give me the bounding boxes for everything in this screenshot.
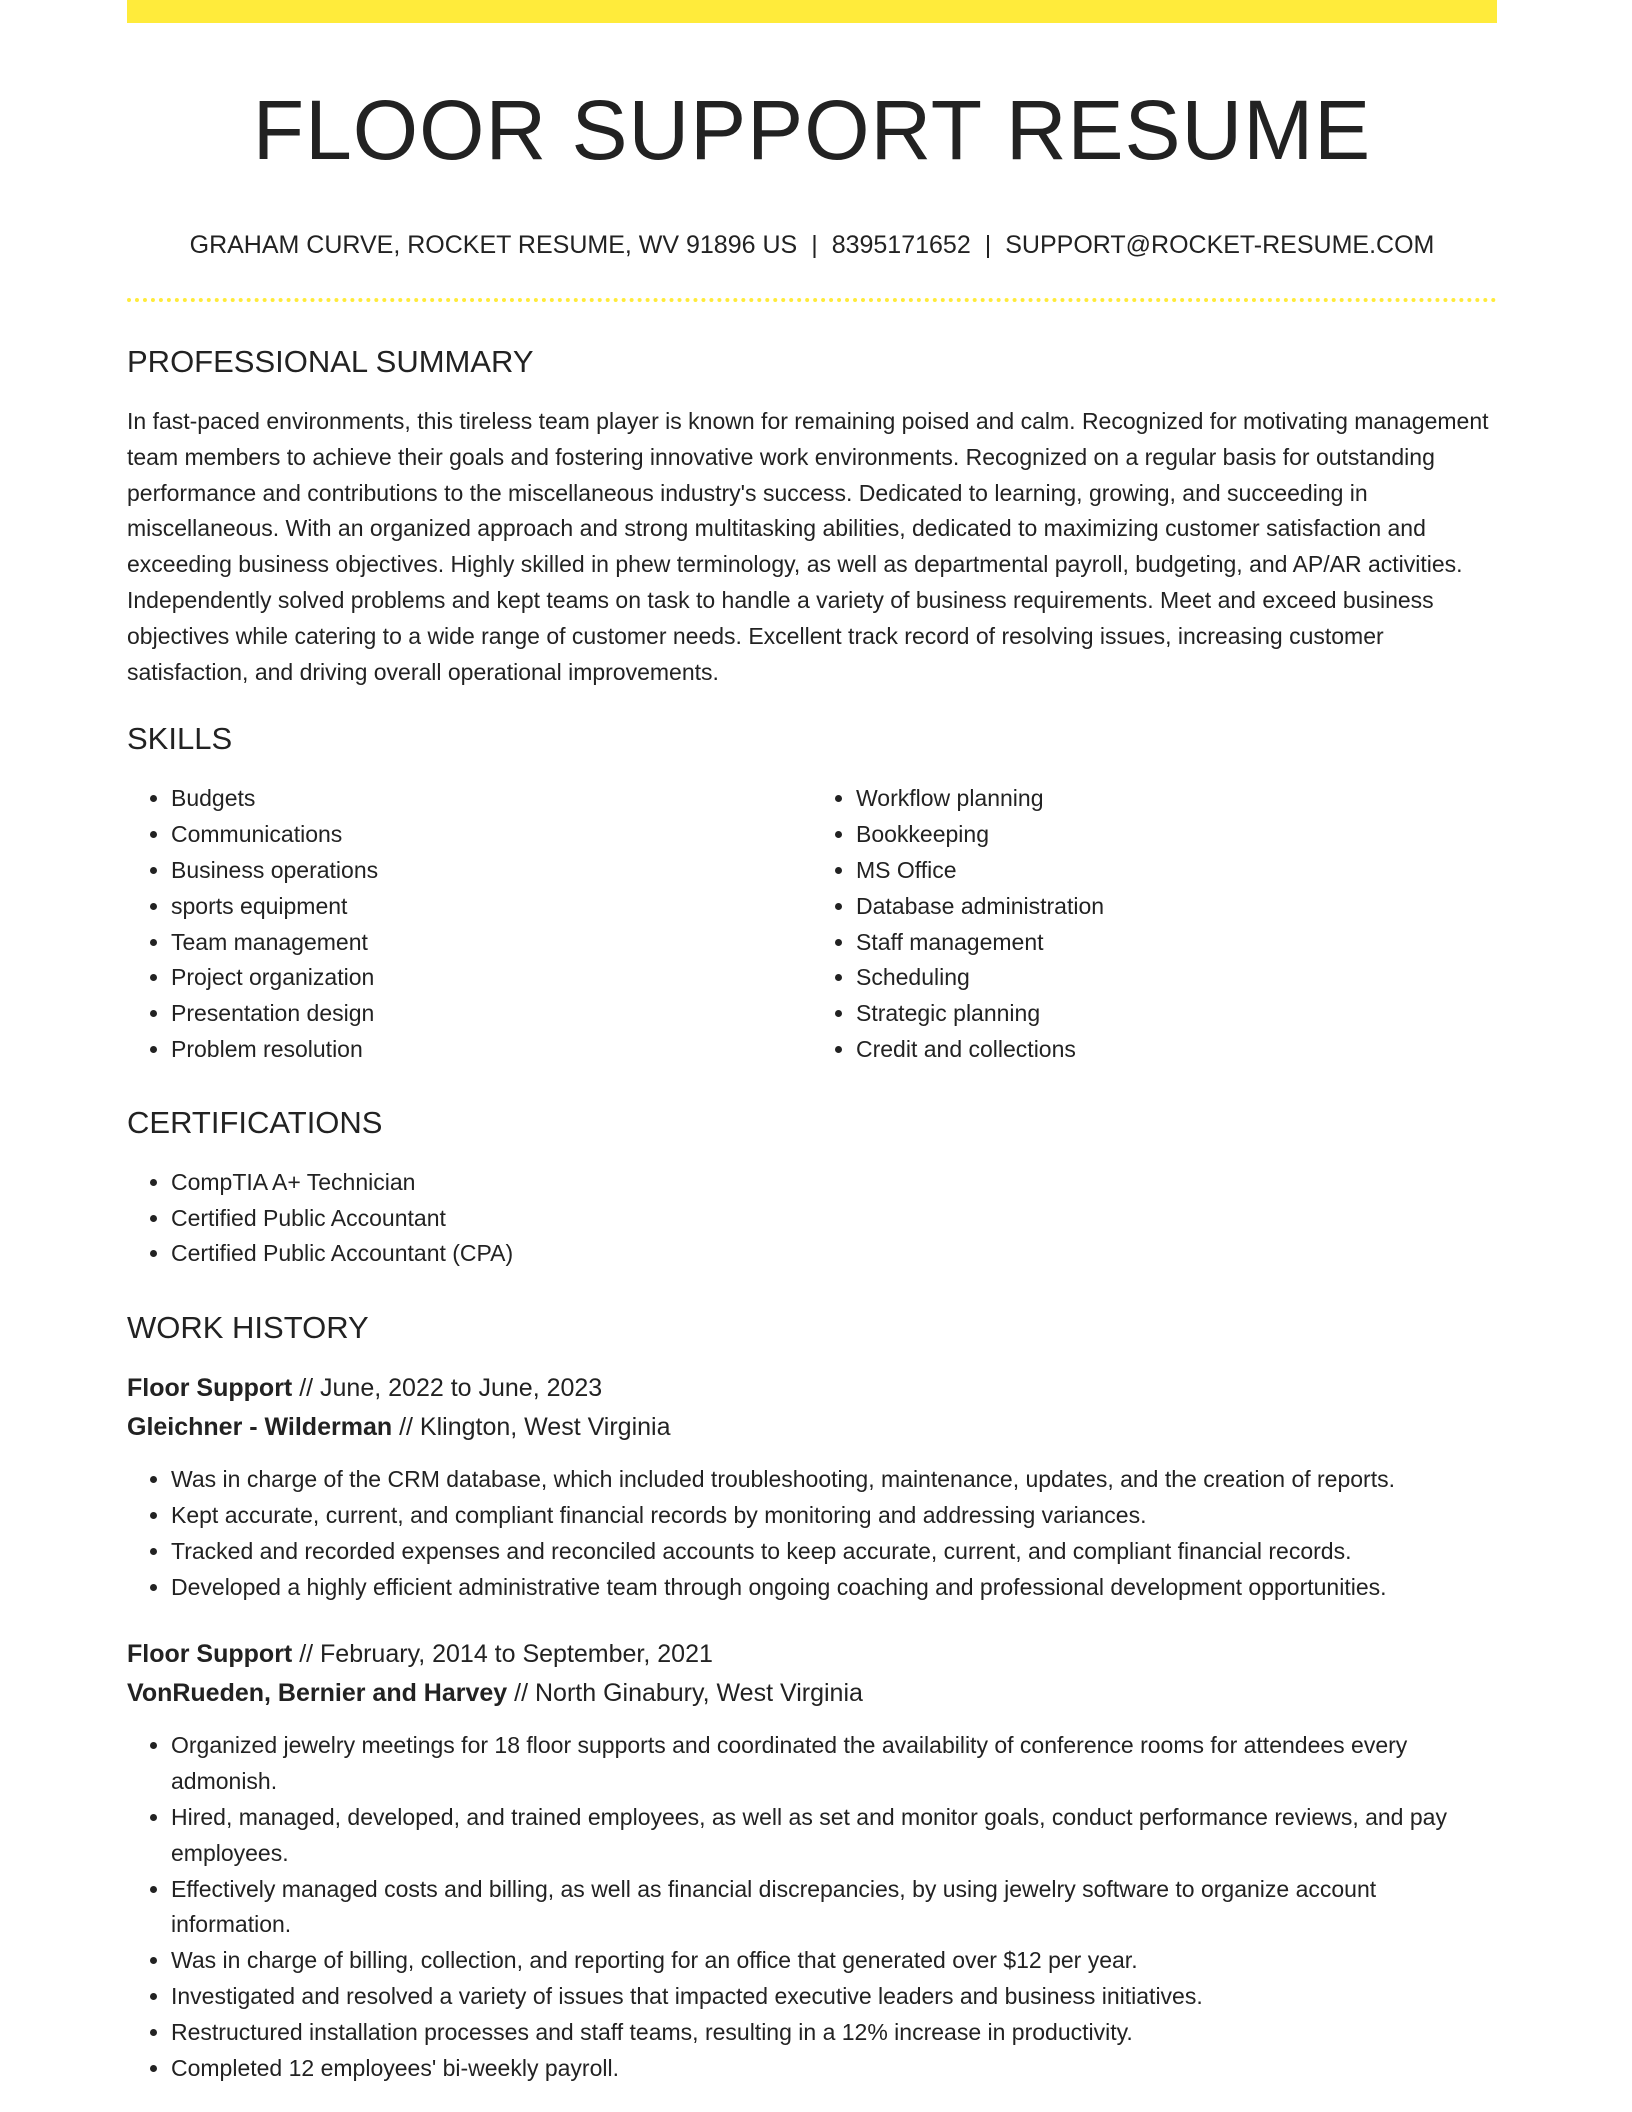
skill-item: • Project organization (171, 960, 812, 996)
skill-item: • Strategic planning (856, 996, 1497, 1032)
section-title-certifications: CERTIFICATIONS (127, 1104, 383, 1140)
contact-separator: | (984, 231, 992, 259)
certification-item: • Certified Public Accountant (171, 1201, 1497, 1237)
skill-item: • MS Office (856, 853, 1497, 889)
job-bullet: • Tracked and recorded expenses and reconciled accounts to keep accurate, current, and compliant financial records. (171, 1534, 1497, 1570)
job-role: Floor Support (127, 1374, 293, 1403)
job-dates: // February, 2014 to September, 2021 (292, 1640, 713, 1669)
skill-item: • Team management (171, 925, 812, 961)
skill-item: • Workflow planning (856, 781, 1497, 817)
summary-text: In fast-paced environments, this tireless team player is known for remaining poised and calm. Recognized for motivating management team members to achieve their goals and fostering innovative work environments. Recognized on a regular basis for outstanding performance and contributions to the miscellaneous industry's success. Dedicated to learning, growing, and succeeding in miscellaneous. With an organized approach and strong multitasking abilities, dedicated to maximizing customer satisfaction and exceeding business objectives. Highly skilled in phew terminology, as well as departmental payroll, budgeting, and AP/AR activities. Independently solved problems and kept teams on task to handle a variety of business requirements. Meet and exceed business objectives while catering to a wide range of customer needs. Excellent track record of resolving issues, increasing customer satisfaction, and driving overall operational improvements. (127, 408, 1489, 685)
skills-columns (127, 781, 1497, 1067)
skills-list-right (812, 781, 1497, 1067)
job-bullet: • Organized jewelry meetings for 18 floor supports and coordinated the availability of conference rooms for attendees every admonish. (171, 1728, 1497, 1800)
job-bullet-list (127, 1728, 1497, 2086)
resume-title: FLOOR SUPPORT RESUME (252, 83, 1372, 177)
certification-item: • CompTIA A+ Technician (171, 1165, 1497, 1201)
job-bullet: • Developed a highly efficient administrative team through ongoing coaching and professional development opportunities. (171, 1570, 1497, 1606)
contact-line (127, 230, 1497, 260)
job-role-line (127, 1635, 1497, 1674)
job-location: // North Ginabury, West Virginia (507, 1678, 863, 1707)
job-company-line (127, 1674, 1497, 1713)
skill-item: • Communications (171, 817, 812, 853)
job-role-line (127, 1369, 1497, 1408)
skill-item: • Business operations (171, 853, 812, 889)
skill-item: • sports equipment (171, 889, 812, 925)
job-company: Gleichner - Wilderman (127, 1412, 393, 1441)
certification-item: • Certified Public Accountant (CPA) (171, 1236, 1497, 1272)
job-bullet: • Hired, managed, developed, and trained employees, as well as set and monitor goals, conduct performance reviews, and pay employees. (171, 1800, 1497, 1872)
job-bullet: • Completed 12 employees' bi-weekly payroll. (171, 2051, 1497, 2087)
section-title-skills: SKILLS (127, 721, 233, 757)
skill-item: • Scheduling (856, 960, 1497, 996)
skill-item: • Credit and collections (856, 1032, 1497, 1068)
resume-content (127, 0, 1497, 2086)
job-bullet-list (127, 1462, 1497, 1605)
job-bullet: • Was in charge of billing, collection, and reporting for an office that generated over $12 per year. (171, 1943, 1497, 1979)
job-header (127, 1635, 1497, 1712)
job-company-line (127, 1408, 1497, 1447)
skill-item: • Bookkeeping (856, 817, 1497, 853)
job-location: // Klington, West Virginia (392, 1412, 671, 1441)
job-bullet: • Investigated and resolved a variety of issues that impacted executive leaders and business initiatives. (171, 1979, 1497, 2015)
certifications-list (127, 1165, 1497, 1272)
skills-list-left (127, 781, 812, 1067)
dotted-divider (127, 298, 1497, 302)
job-bullet: • Kept accurate, current, and compliant financial records by monitoring and addressing variances. (171, 1498, 1497, 1534)
contact-email: SUPPORT@ROCKET-RESUME.COM (1005, 231, 1435, 259)
job-bullet: • Was in charge of the CRM database, which included troubleshooting, maintenance, updates, and the creation of reports. (171, 1462, 1497, 1498)
skill-item: • Problem resolution (171, 1032, 812, 1068)
section-title-summary: PROFESSIONAL SUMMARY (127, 344, 534, 379)
job-bullet: • Effectively managed costs and billing, as well as financial discrepancies, by using jewelry software to organize account information. (171, 1872, 1497, 1944)
skill-item: • Budgets (171, 781, 812, 817)
job-dates: // June, 2022 to June, 2023 (292, 1374, 603, 1403)
section-title-work-history: WORK HISTORY (127, 1310, 369, 1346)
job-role: Floor Support (127, 1640, 293, 1669)
job-bullet: • Restructured installation processes and staff teams, resulting in a 12% increase in productivity. (171, 2015, 1497, 2051)
job-header (127, 1369, 1497, 1446)
job-company: VonRueden, Bernier and Harvey (127, 1678, 508, 1707)
skill-item: • Staff management (856, 925, 1497, 961)
skill-item: • Presentation design (171, 996, 812, 1032)
contact-phone: 8395171652 (831, 231, 971, 259)
contact-address: GRAHAM CURVE, ROCKET RESUME, WV 91896 US (189, 231, 798, 259)
skill-item: • Database administration (856, 889, 1497, 925)
contact-separator: | (811, 231, 818, 259)
